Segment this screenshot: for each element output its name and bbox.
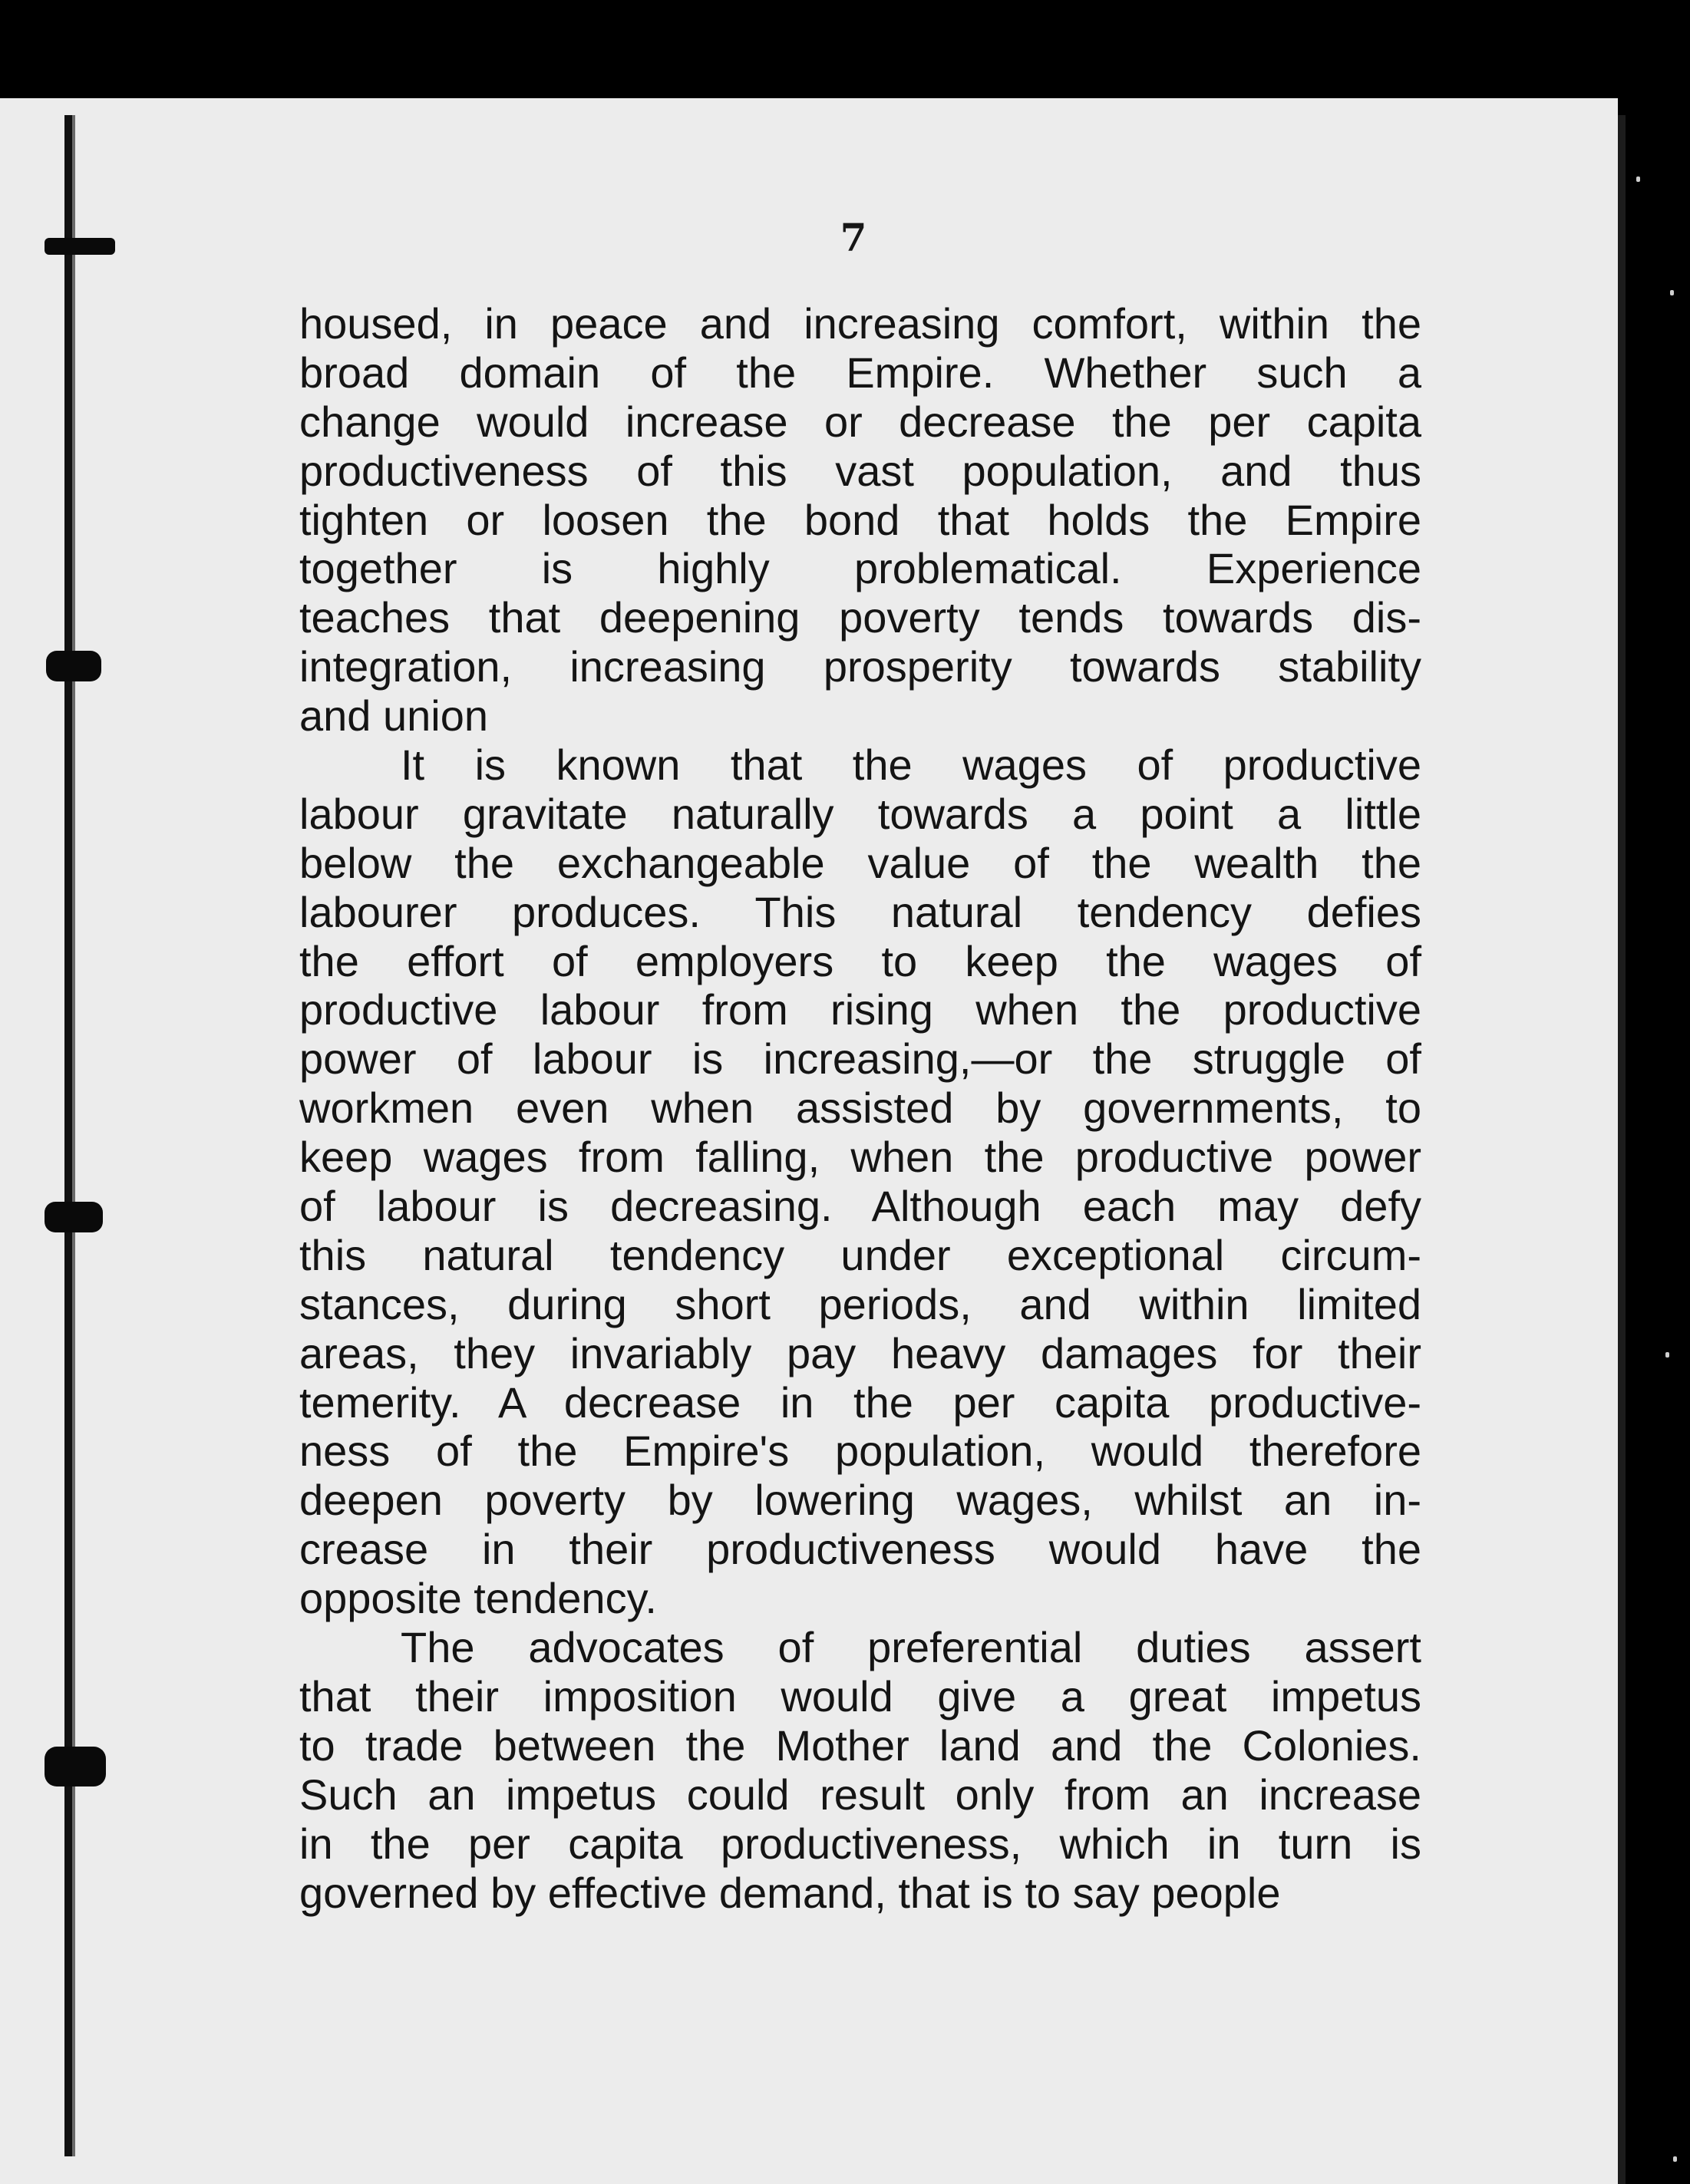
text-line: integration, increasing prosperity towards stability — [299, 642, 1421, 691]
paragraph — [299, 741, 1421, 1623]
text-line: temerity. A decrease in the per capita productive- — [299, 1377, 1421, 1427]
text-line: opposite tendency. — [299, 1574, 657, 1623]
text-line: in the per capita productiveness, which in turn is — [299, 1819, 1421, 1868]
text-line: and union — [299, 691, 489, 741]
scan-speck — [1673, 2156, 1677, 2162]
text-line: of labour is decreasing. Although each may defy — [299, 1182, 1421, 1231]
text-line: productiveness of this vast population, and thus — [299, 446, 1421, 495]
text-line: deepen poverty by lowering wages, whilst an in- — [299, 1476, 1421, 1525]
binding-stitch — [45, 1202, 103, 1232]
text-line: below the exchangeable value of the wealth the — [299, 838, 1421, 887]
text-line: productive labour from rising when the productive — [299, 985, 1421, 1034]
text-line: stances, during short periods, and within limited — [299, 1279, 1421, 1328]
page-number: 7 — [840, 215, 867, 260]
binding-stitch — [46, 651, 101, 681]
text-line: governed by effective demand, that is to say people — [299, 1868, 1281, 1917]
text-line: labourer produces. This natural tendency defies — [299, 887, 1421, 936]
text-line: change would increase or decrease the per capita — [299, 397, 1421, 446]
text-line: crease in their productiveness would have the — [299, 1525, 1421, 1574]
text-line: areas, they invariably pay heavy damages for their — [299, 1328, 1421, 1377]
paragraph — [299, 299, 1421, 741]
text-line: together is highly problematical. Experience — [299, 544, 1421, 593]
text-line: this natural tendency under exceptional circum- — [299, 1230, 1421, 1279]
paragraph — [299, 1623, 1421, 1917]
text-line: workmen even when assisted by governments, to — [299, 1084, 1421, 1133]
body-text — [299, 299, 1421, 1917]
text-line: teaches that deepening poverty tends towards dis- — [299, 593, 1421, 642]
text-line: labour gravitate naturally towards a point a little — [299, 789, 1421, 838]
binding-stitch — [45, 238, 115, 255]
scan-speck — [1670, 290, 1674, 295]
text-line: It is known that the wages of productive — [401, 741, 1421, 790]
text-line: to trade between the Mother land and the Colonies. — [299, 1720, 1421, 1770]
scan-speck — [1665, 1352, 1669, 1358]
binding-stitch — [45, 1747, 106, 1786]
scan-speck — [1636, 177, 1640, 182]
binding-thread — [64, 115, 72, 2156]
text-line: power of labour is increasing,—or the struggle of — [299, 1034, 1421, 1084]
text-line: that their imposition would give a great impetus — [299, 1671, 1421, 1720]
text-line: The advocates of preferential duties assert — [401, 1623, 1421, 1672]
text-line: tighten or loosen the bond that holds the Empire — [299, 495, 1421, 544]
text-line: keep wages from falling, when the productive power — [299, 1133, 1421, 1182]
text-line: the effort of employers to keep the wages of — [299, 936, 1421, 985]
page-right-edge-shadow — [1618, 115, 1626, 2184]
text-line: Such an impetus could result only from an increase — [299, 1770, 1421, 1819]
text-line: broad domain of the Empire. Whether such a — [299, 348, 1421, 397]
binding-thread-shadow — [72, 115, 75, 2156]
text-line: ness of the Empire's population, would therefore — [299, 1427, 1421, 1476]
text-line: housed, in peace and increasing comfort, within the — [299, 299, 1421, 348]
